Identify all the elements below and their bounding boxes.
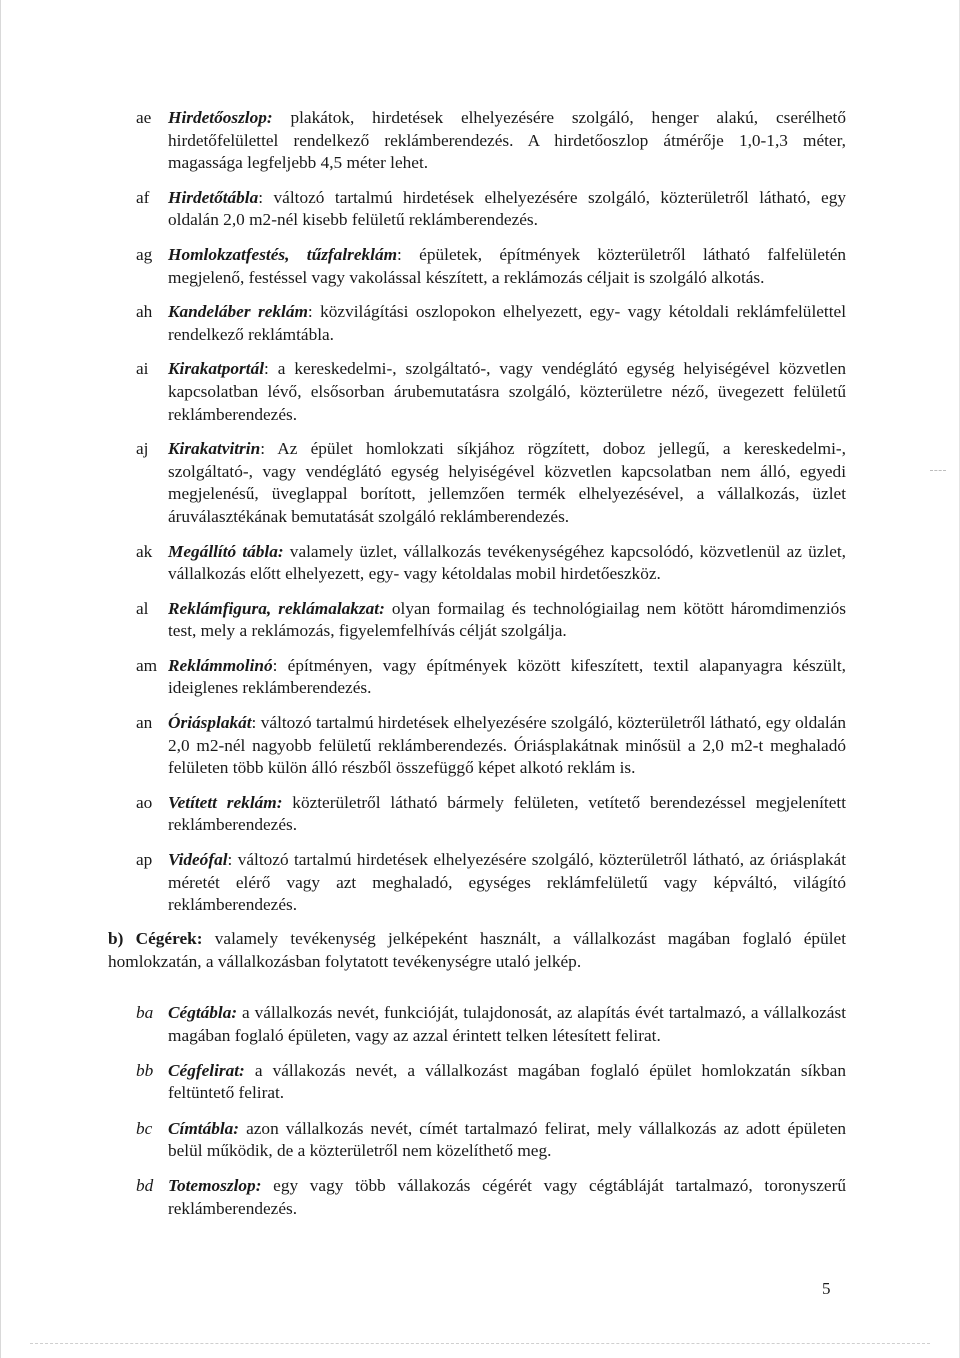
item-term: Cégtábla: xyxy=(168,1003,238,1022)
item-term: Totemoszlop: xyxy=(168,1176,262,1196)
definition-item xyxy=(136,358,846,426)
item-code: af xyxy=(136,187,150,207)
page-number: 5 xyxy=(822,1279,831,1298)
definition-item xyxy=(136,541,846,586)
item-description: valamely üzlet, vállalkozás tevékenységéhez kapcsolódó, közvetlenül az üzlet, vállalkozás előtt elhelyezett, egy- vagy kétoldalas mobil hirdetőeszköz. xyxy=(168,541,846,584)
item-term: Kirakatportál xyxy=(168,359,265,379)
item-description: azon vállalkozás nevét, címét tartalmazó felirat, mely vállalkozás az adott épületen belül működik, de a közterületről nem közelíthető meg. xyxy=(168,1118,846,1161)
definition-item xyxy=(136,1118,846,1163)
margin-mark xyxy=(930,470,946,471)
item-text xyxy=(168,712,846,780)
item-code: bc xyxy=(136,1118,153,1138)
definition-item xyxy=(136,244,846,289)
item-text xyxy=(168,1175,846,1220)
item-term: Homlokzatfestés, tűzfalreklám xyxy=(168,244,398,264)
section-b-paragraph xyxy=(108,928,846,973)
item-description: olyan formailag és technológiailag nem kötött háromdimenziós test, mely a reklámozás, figyelemfelhívás célját szolgálja. xyxy=(168,598,846,641)
item-description: egy vagy több vállakozás cégérét vagy cégtábláját tartalmazó, toronyszerű reklámberendezés. xyxy=(168,1176,846,1218)
item-code: ai xyxy=(136,359,149,379)
item-text xyxy=(168,1118,846,1163)
item-code: ap xyxy=(136,850,153,870)
definition-item xyxy=(136,1060,846,1105)
item-term: Hirdetőtábla xyxy=(168,187,259,207)
item-text xyxy=(168,792,846,837)
item-description: : változó tartalmú hirdetések elhelyezésére szolgáló, közterületről látható, egy oldalán 2,0 m2-nél nagyobb felületű reklámberendezés. Óriásplakátnak minősül a 2,0 m2-t meghaladó felületen több külön álló részből összefüggő képet alkotó reklám is. xyxy=(168,713,846,778)
definition-item xyxy=(136,792,846,837)
item-term: Megállító tábla: xyxy=(168,541,284,561)
item-code: al xyxy=(136,598,149,618)
item-term: Hirdetőoszlop: xyxy=(168,108,273,127)
item-term: Kandeláber reklám xyxy=(168,302,308,322)
item-term: Reklámmolinó xyxy=(168,655,273,675)
item-code: ae xyxy=(136,108,152,127)
item-text xyxy=(168,1002,846,1047)
item-description: : Az épület homlokzati síkjához rögzített, doboz jellegű, a kereskedelmi-, szolgáltató-, vagy vendéglátó egység helyiségével közvetlen kapcsolatban nem álló, egyedi megjelenésű, üveglappal borított, jellemzően termék elhelyezésével, a vállalkozás, üzlet áruválasztékának bemutatását szolgáló reklámberendezés. xyxy=(168,439,846,526)
item-text xyxy=(168,541,846,586)
item-text xyxy=(168,655,846,700)
section-b-text: valamely tevékenység jelképeként használt, a vállalkozást magában foglaló épület homlokzatán, a vállalkozásban folytatott tevékenységre utaló jelkép. xyxy=(108,929,846,971)
item-description: : közvilágítási oszlopokon elhelyezett, egy- vagy kétoldali reklámfelülettel rendelkező reklámtábla. xyxy=(168,302,846,344)
definition-item xyxy=(136,187,846,232)
item-description: : építményen, vagy építmények között kifeszített, textil alapanyagra készült, ideiglenes reklámberendezés. xyxy=(168,655,846,698)
item-text xyxy=(168,598,846,643)
item-term: Vetített reklám: xyxy=(168,792,283,812)
definition-item xyxy=(136,1002,846,1047)
item-code: bd xyxy=(136,1176,154,1196)
item-code: ah xyxy=(136,302,153,322)
item-text xyxy=(168,358,846,426)
item-text xyxy=(168,187,846,232)
definition-item xyxy=(136,655,846,700)
item-description: : épületek, építmények közterületről látható falfelületén megjelenő, festéssel vagy vakolással készített, a reklámozás céljait is szolgáló alkotás. xyxy=(168,244,847,287)
definition-item xyxy=(136,438,846,528)
definition-item xyxy=(136,107,846,175)
item-description: plakátok, hirdetések elhelyezésére szolgáló, henger alakú, cserélhető hirdetőfelülettel rendelkező reklámberendezés. A hirdetőoszlop átmérője 1,0-1,3 méter, magassága legfeljebb 4,5 méter lehet. xyxy=(168,108,846,173)
item-term: Reklámfigura, reklámalakzat: xyxy=(168,598,385,618)
item-code: ag xyxy=(136,244,153,264)
item-text xyxy=(168,1060,846,1105)
item-text xyxy=(168,244,846,289)
item-term: Címtábla: xyxy=(168,1118,240,1138)
definition-list-a xyxy=(136,107,846,929)
item-term: Óriásplakát xyxy=(168,713,252,733)
item-term: Kirakatvitrin xyxy=(168,439,261,459)
definition-item xyxy=(136,712,846,780)
definition-item xyxy=(136,1175,846,1220)
item-description: : változó tartalmú hirdetések elhelyezésére szolgáló, közterületről látható, egy oldalán 2,0 m2-nél kisebb felületű reklámberendezés. xyxy=(168,187,846,230)
definition-item xyxy=(136,301,846,346)
item-code: an xyxy=(136,713,153,733)
item-term: Videófal xyxy=(168,850,228,870)
item-description: : változó tartalmú hirdetések elhelyezésére szolgáló, közterületről látható, az óriásplakát méretét elérő vagy azt meghaladó, egységes reklámfelületű vagy képváltó, világító reklámberendezés. xyxy=(168,850,846,915)
left-scan-edge xyxy=(0,0,1,1358)
item-text xyxy=(168,107,846,175)
item-text xyxy=(168,438,846,528)
item-code: ao xyxy=(136,792,153,812)
item-code: aj xyxy=(136,439,149,459)
item-code: am xyxy=(136,655,158,675)
bottom-scan-edge xyxy=(30,1343,930,1344)
item-text xyxy=(168,849,846,917)
item-code: ba xyxy=(136,1003,154,1022)
item-description: közterületről látható bármely felületen, vetítető berendezéssel megjelenített reklámberendezés. xyxy=(168,792,846,835)
item-description: : a kereskedelmi-, szolgáltató-, vagy vendéglátó egység helyiségével közvetlen kapcsolatban lévő, elsősorban árubemutatásra szolgáló, közterületre néző, üvegezett felületű reklámberendezés. xyxy=(168,359,846,424)
definition-item xyxy=(136,849,846,917)
item-code: bb xyxy=(136,1060,154,1080)
item-description: a vállakozás nevét, a vállalkozást magában foglaló épület homlokzatán síkban feltüntető felirat. xyxy=(168,1060,846,1103)
item-code: ak xyxy=(136,541,153,561)
section-b-label: b) Cégérek: xyxy=(108,929,203,948)
item-description: a vállalkozás nevét, funkcióját, tulajdonosát, az alapítás évét tartalmazó, a vállalkozást magában foglaló épületen, vagy az azzal érintett telken létesített felirat. xyxy=(168,1003,846,1045)
item-term: Cégfelirat: xyxy=(168,1060,245,1080)
definition-list-b xyxy=(136,1002,846,1233)
definition-item xyxy=(136,598,846,643)
item-text xyxy=(168,301,846,346)
